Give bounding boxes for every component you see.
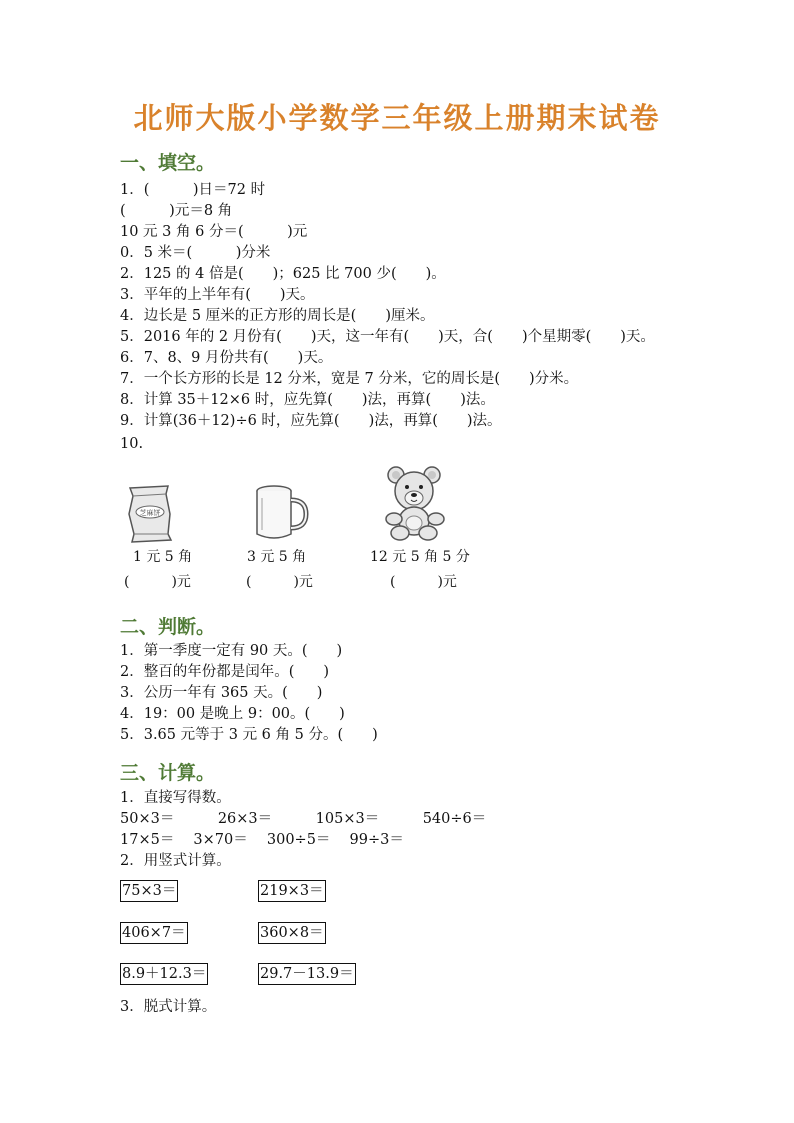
question-line: 5．2016 年的 2 月份有( )天，这一年有( )天，合( )个星期零( )天。 — [120, 329, 655, 345]
question-line: 10 元 3 角 6 分＝( )元 — [120, 224, 308, 240]
question-line: 5．3.65 元等于 3 元 6 角 5 分。( ) — [120, 727, 378, 743]
vertical-calc-box: 8.9＋12.3＝ — [120, 963, 208, 985]
question-line: 8．计算 35＋12×6 时，应先算( )法，再算( )法。 — [120, 392, 495, 408]
mug-icon — [252, 484, 312, 542]
question-line: 4．19：00 是晚上 9：00。( ) — [120, 706, 345, 722]
price-label: 12 元 5 角 5 分 — [370, 549, 470, 565]
vertical-calc-box: 75×3＝ — [120, 880, 178, 902]
question-line: 2．整百的年份都是闰年。( ) — [120, 664, 330, 680]
teddy-bear-icon — [382, 463, 448, 543]
question-line: 3．公历一年有 365 天。( ) — [120, 685, 323, 701]
answer-blank: ( )元 — [246, 574, 313, 590]
question-line: 1．( )日＝72 时 — [120, 182, 266, 198]
question-line: 3．脱式计算。 — [120, 999, 217, 1015]
price-label: 3 元 5 角 — [247, 549, 307, 565]
question-line: 1．第一季度一定有 90 天。( ) — [120, 643, 343, 659]
question-line: ( )元＝8 角 — [120, 203, 233, 219]
question-line: 6．7、8、9 月份共有( )天。 — [120, 350, 333, 366]
question-line: 7．一个长方形的长是 12 分米，宽是 7 分米，它的周长是( )分米。 — [120, 371, 579, 387]
question-line: 10. — [120, 436, 144, 452]
vertical-calc-box: 406×7＝ — [120, 922, 188, 944]
snack-bag-icon — [124, 484, 176, 544]
section-true-false-heading: 二、判断。 — [120, 616, 216, 638]
question-line: 9．计算(36＋12)÷6 时，应先算( )法，再算( )法。 — [120, 413, 502, 429]
vertical-calc-box: 29.7－13.9＝ — [258, 963, 356, 985]
vertical-calc-box: 360×8＝ — [258, 922, 326, 944]
question-line: 1．直接写得数。 — [120, 790, 231, 806]
question-line: 50×3＝ 26×3＝ 105×3＝ 540÷6＝ — [120, 811, 487, 827]
question-line: 3．平年的上半年有( )天。 — [120, 287, 315, 303]
section-calculation-heading: 三、计算。 — [120, 762, 216, 784]
answer-blank: ( )元 — [390, 574, 457, 590]
question-line: 17×5＝ 3×70＝ 300÷5＝ 99÷3＝ — [120, 832, 404, 848]
question-line: 4．边长是 5 厘米的正方形的周长是( )厘米。 — [120, 308, 435, 324]
page-title: 北师大版小学数学三年级上册期末试卷 — [133, 101, 661, 135]
answer-blank: ( )元 — [124, 574, 191, 590]
question-line: 2．125 的 4 倍是( )；625 比 700 少( )。 — [120, 266, 446, 282]
package-label: 芝麻饼 — [139, 509, 161, 517]
vertical-calc-box: 219×3＝ — [258, 880, 326, 902]
section-fill-in-heading: 一、填空。 — [120, 152, 216, 174]
price-label: 1 元 5 角 — [133, 549, 193, 565]
question-line: 2．用竖式计算。 — [120, 853, 231, 869]
question-line: 0．5 米＝( )分米 — [120, 245, 271, 261]
